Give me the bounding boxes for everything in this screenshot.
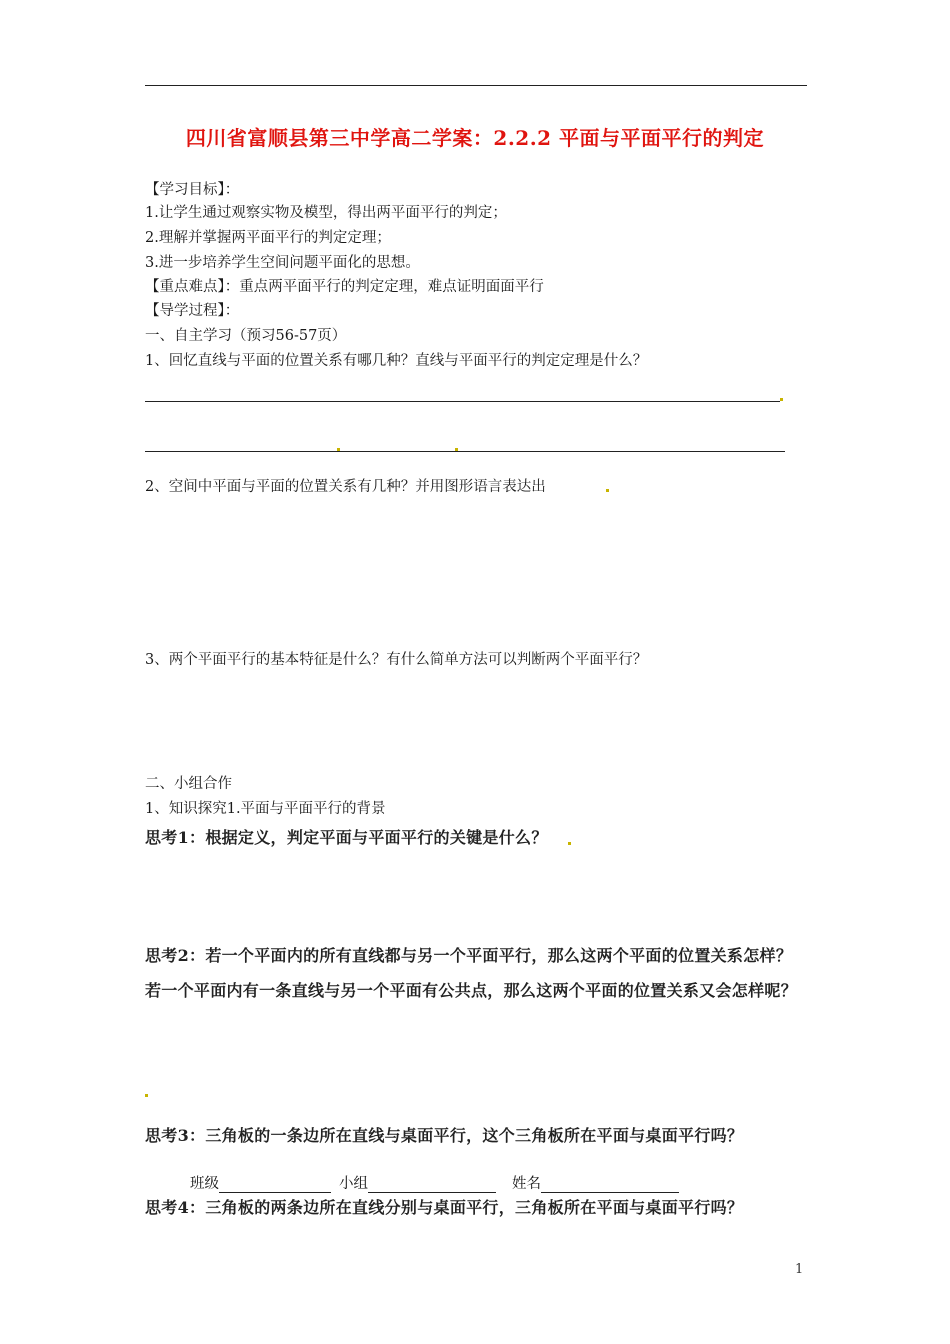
answer-line-1[interactable] bbox=[145, 401, 780, 402]
think-question-2b: 若一个平面内有一条直线与另一个平面有公共点，那么这两个平面的位置关系又会怎样呢？ bbox=[145, 981, 798, 1000]
group-label: 小组 bbox=[339, 1176, 368, 1192]
header-rule bbox=[145, 85, 807, 86]
think-question-1: 思考1：根据定义，判定平面与平面平行的关键是什么？ bbox=[145, 828, 548, 847]
key-points: 【重点难点】：重点两平面平行的判定定理，难点证明面面平行 bbox=[145, 279, 544, 295]
student-info-row bbox=[190, 1172, 679, 1193]
think-question-3: 思考3：三角板的一条边所在直线与桌面平行，这个三角板所在平面与桌面平行吗？ bbox=[145, 1126, 744, 1145]
mark-dot bbox=[780, 398, 783, 401]
document-title: 四川省富顺县第三中学高二学案：2.2.2 平面与平面平行的判定 bbox=[185, 126, 765, 150]
mark-dot bbox=[337, 448, 340, 451]
explore-1: 1、知识探究1.平面与平面平行的背景 bbox=[145, 801, 386, 817]
question-3: 3、两个平面平行的基本特征是什么？有什么简单方法可以判断两个平面平行？ bbox=[145, 652, 648, 668]
think-question-4: 思考4：三角板的两条边所在直线分别与桌面平行，三角板所在平面与桌面平行吗？ bbox=[145, 1198, 744, 1217]
think-question-2a: 思考2：若一个平面内的所有直线都与另一个平面平行，那么这两个平面的位置关系怎样？ bbox=[145, 946, 793, 965]
mark-dot bbox=[145, 1094, 148, 1097]
page-number: 1 bbox=[795, 1262, 804, 1277]
mark-dot bbox=[568, 842, 571, 845]
mark-dot bbox=[455, 448, 458, 451]
section2-heading: 二、小组合作 bbox=[145, 776, 232, 792]
mark-dot bbox=[606, 489, 609, 492]
class-label: 班级 bbox=[190, 1176, 219, 1192]
question-2: 2、空间中平面与平面的位置关系有几种？并用图形语言表达出 bbox=[145, 479, 546, 495]
objective-item-3: 3.进一步培养学生空间问题平面化的思想。 bbox=[145, 255, 420, 271]
process-heading: 【导学过程】： bbox=[145, 303, 240, 319]
objective-item-2: 2.理解并掌握两平面平行的判定定理； bbox=[145, 230, 391, 246]
objectives-heading: 【学习目标】： bbox=[145, 182, 240, 198]
name-label: 姓名 bbox=[512, 1176, 541, 1192]
answer-line-2[interactable] bbox=[145, 451, 785, 452]
objective-item-1: 1.让学生通过观察实物及模型，得出两平面平行的判定； bbox=[145, 205, 507, 221]
group-field[interactable] bbox=[368, 1176, 496, 1193]
question-1: 1、回忆直线与平面的位置关系有哪几种？直线与平面平行的判定定理是什么？ bbox=[145, 353, 648, 369]
section1-heading: 一、自主学习（预习56-57页） bbox=[145, 328, 347, 344]
name-field[interactable] bbox=[541, 1176, 679, 1193]
class-field[interactable] bbox=[219, 1176, 331, 1193]
